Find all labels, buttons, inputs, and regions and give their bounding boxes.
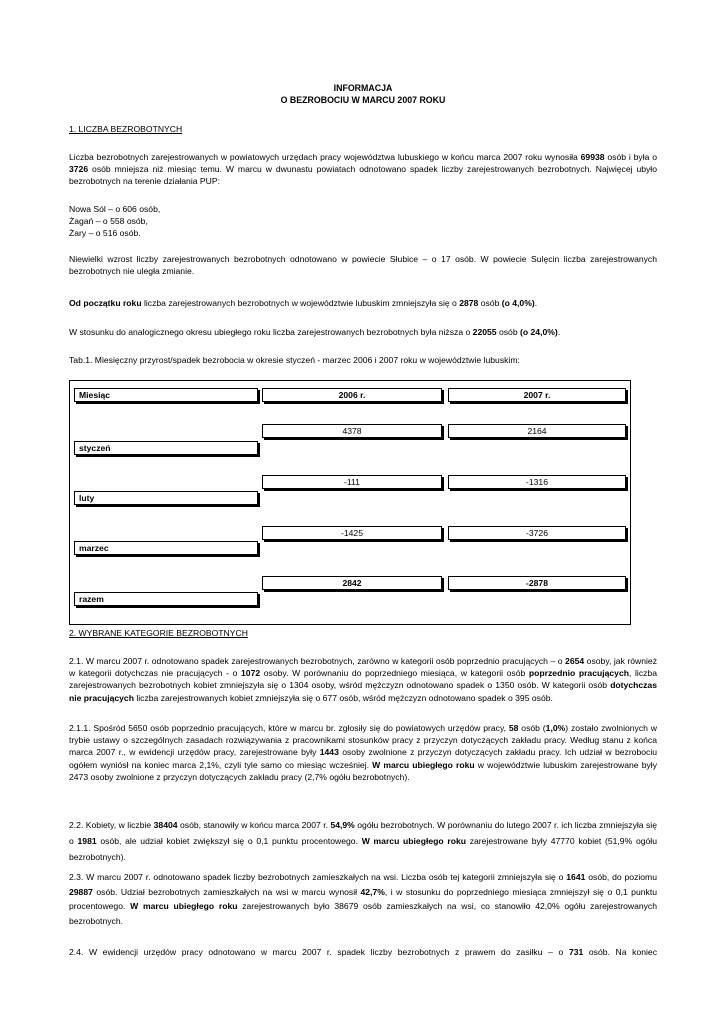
table-cell: 4378	[262, 424, 442, 438]
section2-paragraph-2-3: 2.3. W marcu 2007 r. odnotowano spadek liczby bezrobotnych zamieszkałych na wsi. Liczba osób tej kategorii zmniejszyła się o 1641 osób, do poziomu 29887 osób. Udział bezrobotnych zamieszkałych na wsi w marcu wynosił 42,7%, i w stosunku do poprzedniego miesiąca zmniejszył się o 0,1 punktu procentowego. W marcu ubiegłego roku zarejestrowanych było 38679 osób zamieszkałych na wsi, co stanowiło 42,0% ogółu zarejestrowanych bezrobotnych.	[69, 872, 657, 926]
section1-heading: 1. LICZBA BEZROBOTNYCH	[69, 124, 183, 134]
table-header-2007: 2007 r.	[448, 388, 626, 402]
table-cell: 2164	[448, 424, 626, 438]
section2-paragraph-2-1: 2.1. W marcu 2007 r. odnotowano spadek zarejestrowanych bezrobotnych, zarówno w kategorii osób poprzednio pracujących – o 2654 osoby, jak również w kategorii dotychczas nie pracujących - o 1072 osoby. W porównaniu do poprzedniego miesiąca, w kategorii osób poprzednio pracujących, liczba zarejestrowanych bezrobotnych kobiet zmniejszyła się o 1304 osoby, wśród mężczyzn odnotowano spadek o 1350 osób. W kategorii osób dotychczas nie pracujących liczba zarejestrowanych kobiet zmniejszyła się o 677 osób, wśród mężczyzn odnotowano spadek o 395 osób.	[69, 656, 657, 703]
table-row-label: luty	[74, 491, 258, 505]
table-cell: -3726	[448, 526, 626, 540]
table-cell: -111	[262, 475, 442, 489]
list-item: Nowa Sól – o 606 osób,	[69, 204, 161, 214]
section1-paragraph4: Od początku roku liczba zarejestrowanych bezrobotnych w województwie lubuskim zmniejszyła się o 2878 osób (o 4,0%).	[69, 298, 538, 308]
section2-paragraph-2-4: 2.4. W ewidencji urzędów pracy odnotowano w marcu 2007 r. spadek liczby bezrobotnych z prawem do zasiłku – o 731 osób. Na koniec	[69, 947, 657, 957]
table-header-month: Miesiąc	[74, 388, 258, 402]
section1-paragraph1: Liczba bezrobotnych zarejestrowanych w powiatowych urzędach pracy województwa lubuskiego w końcu marca 2007 roku wynosiła 69938 osób i była o 3726 osób mniejsza niż miesiąc temu. W marcu w dwunastu powiatach odnotowano spadek liczby zarejestrowanych bezrobotnych. Najwięcej ubyło bezrobotnych na terenie działania PUP:	[69, 152, 658, 187]
pup-list	[69, 203, 657, 240]
table-cell: 2842	[262, 576, 442, 590]
section2-heading: 2. WYBRANE KATEGORIE BEZROBOTNYCH	[69, 628, 248, 638]
section2-paragraph-2-1-1: 2.1.1. Spośród 5650 osób poprzednio pracujących, które w marcu br. zgłosiły się do powiatowych urzędów pracy, 58 osób (1,0%) zostało zwolnionych w trybie ustawy o szczególnych zasadach rozwiązywania z pracownikami stosunków pracy z przyczyn dotyczących zakładu pracy. Według stanu z końca marca 2007 r., w ewidencji urzędów pracy, zarejestrowane były 1443 osoby zwolnione z przyczyn dotyczących zakładu pracy. Ich udział w bezrobociu ogółem wyniósł na koniec marca 2,1%, czyli tyle samo co miesiąc wcześniej. W marcu ubiegłego roku w województwie lubuskim zarejestrowane były 2473 osoby zwolnione z przyczyn dotyczących zakładu pracy (2,7% ogółu bezrobotnych).	[69, 723, 658, 782]
list-item: Żagań – o 558 osób,	[69, 216, 148, 227]
document-title-line1: INFORMACJA	[333, 83, 393, 93]
table-row-label: razem	[74, 592, 258, 606]
unemployment-table	[69, 380, 631, 625]
table-cell: -1425	[262, 526, 442, 540]
table-cell: -1316	[448, 475, 626, 489]
section1-paragraph3: Niewielki wzrost liczby zarejestrowanych bezrobotnych odnotowano w powiecie Słubice – o 17 osób. W powiecie Sulęcin liczba zarejestrowanych bezrobotnych nie uległa zmianie.	[69, 254, 657, 277]
list-item: Żary – o 516 osób.	[69, 228, 141, 239]
table-caption: Tab.1. Miesięczny przyrost/spadek bezrobocia w okresie styczeń - marzec 2006 i 2007 roku w województwie lubuskim:	[69, 355, 520, 365]
table-row-label: styczeń	[74, 441, 258, 455]
section1-paragraph5: W stosunku do analogicznego okresu ubiegłego roku liczba zarejestrowanych bezrobotnych była niższa o 22055 osób (o 24,0%).	[69, 327, 561, 337]
table-cell: -2878	[448, 576, 626, 590]
table-header-2006: 2006 r.	[262, 388, 442, 402]
table-row-label: marzec	[74, 541, 258, 555]
document-title-line2: O BEZROBOCIU W MARCU 2007 ROKU	[280, 95, 446, 105]
section2-paragraph-2-2: 2.2. Kobiety, w liczbie 38404 osób, stanowiły w końcu marca 2007 r. 54,9% ogółu bezrobotnych. W porównaniu do lutego 2007 r. ich liczba zmniejszyła się o 1981 osób, ale udział kobiet zwiększył się o 0,1 punktu procentowego. W marcu ubiegłego roku zarejestrowane były 47770 kobiet (51,9% ogółu bezrobotnych).	[69, 820, 657, 862]
